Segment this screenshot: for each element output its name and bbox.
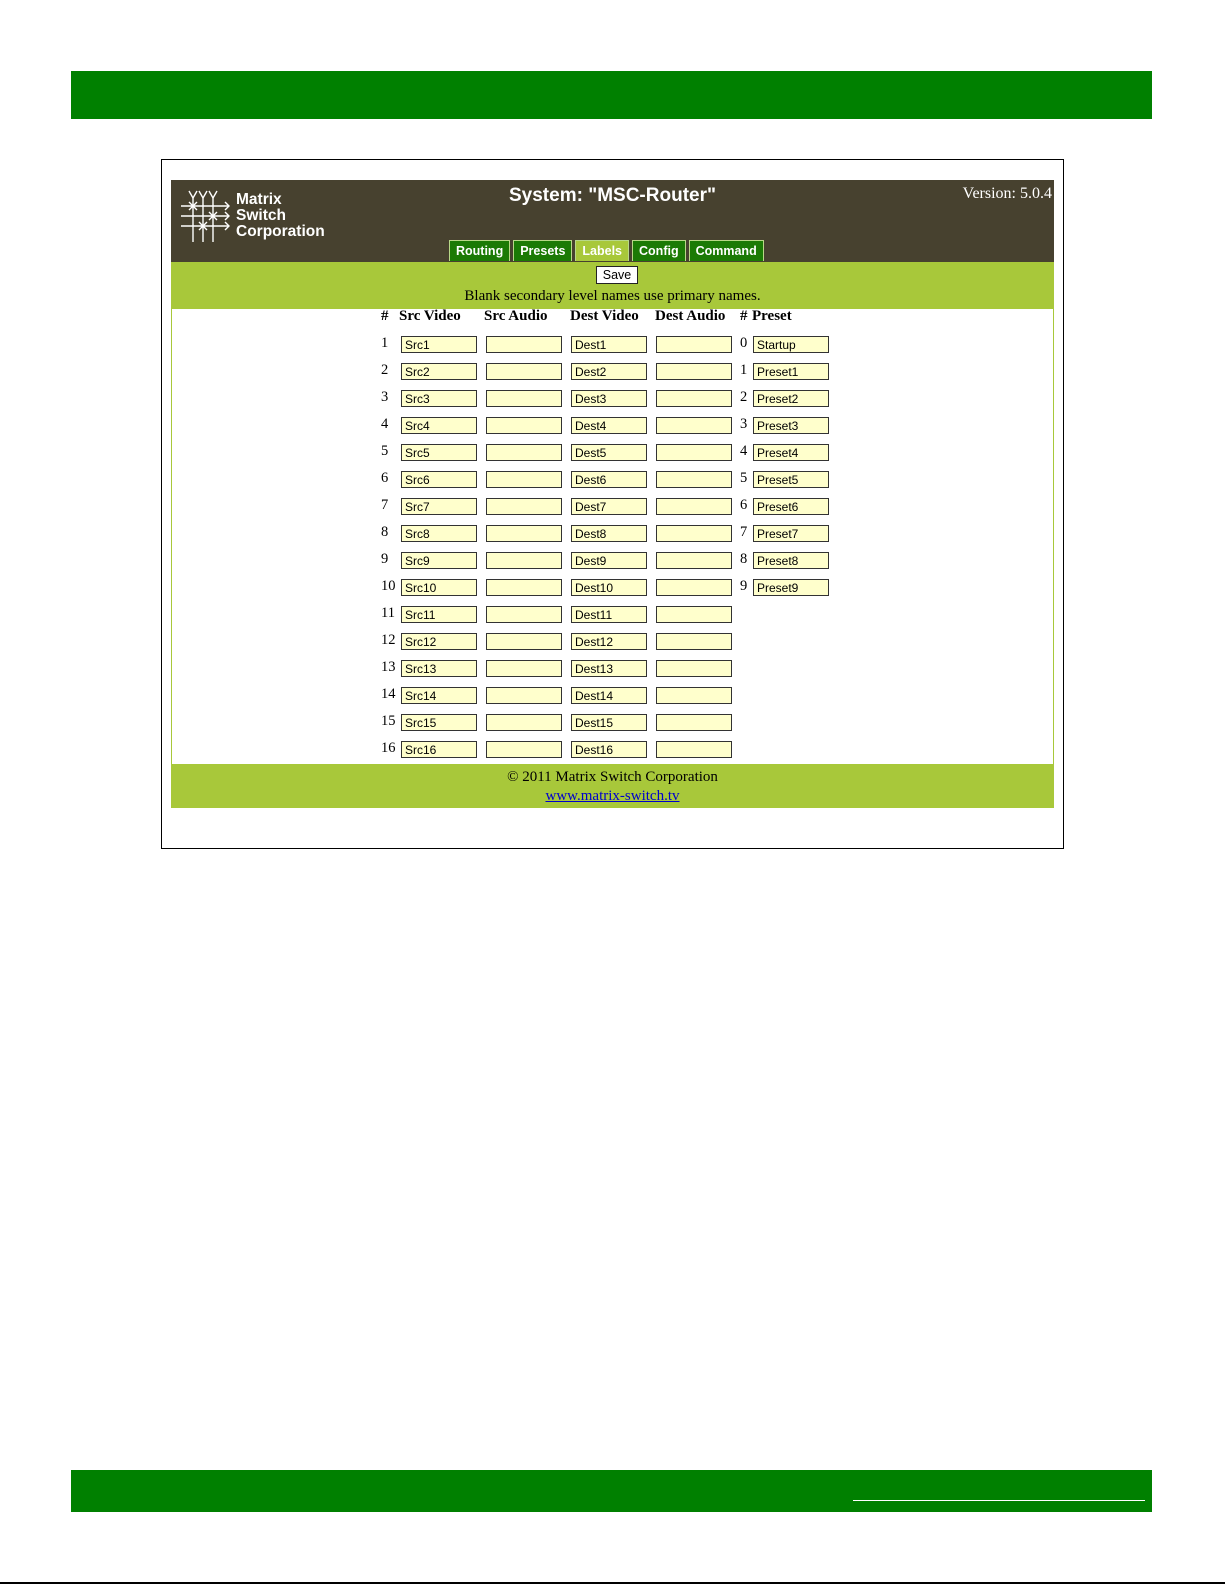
dest-video-input[interactable]	[571, 579, 647, 596]
preset-name-input[interactable]	[753, 363, 829, 380]
preset-number: 6	[740, 497, 748, 513]
header	[171, 180, 1054, 262]
dest-video-input[interactable]	[571, 363, 647, 380]
tab-bar	[449, 240, 764, 262]
save-button[interactable]: Save	[596, 266, 638, 284]
src-audio-input[interactable]	[486, 606, 562, 623]
row-number: 5	[381, 443, 389, 459]
src-video-input[interactable]	[401, 741, 477, 758]
dest-video-input[interactable]	[571, 417, 647, 434]
footer-band	[171, 764, 1054, 808]
tab-command[interactable]: Command	[689, 240, 764, 261]
dest-audio-input[interactable]	[656, 741, 732, 758]
src-video-input[interactable]	[401, 336, 477, 353]
dest-audio-input[interactable]	[656, 606, 732, 623]
logo-line: Corporation	[236, 223, 325, 240]
src-audio-input[interactable]	[486, 336, 562, 353]
secondary-names-note: Blank secondary level names use primary names.	[464, 288, 761, 304]
preset-name-input[interactable]	[753, 444, 829, 461]
col-header-preset: Preset	[752, 308, 792, 324]
dest-audio-input[interactable]	[656, 660, 732, 677]
src-video-input[interactable]	[401, 579, 477, 596]
page-top-bar	[71, 71, 1152, 119]
preset-name-input[interactable]	[753, 552, 829, 569]
src-video-input[interactable]	[401, 390, 477, 407]
dest-video-input[interactable]	[571, 390, 647, 407]
dest-video-input[interactable]	[571, 606, 647, 623]
system-title: System: "MSC-Router"	[509, 185, 716, 206]
website-link-wrap	[171, 788, 1054, 805]
preset-number: 7	[740, 524, 748, 540]
col-header-src-video: Src Video	[399, 308, 461, 324]
dest-audio-input[interactable]	[656, 363, 732, 380]
version-label: Version: 5.0.4	[962, 185, 1052, 202]
screenshot-frame	[161, 159, 1064, 849]
preset-number: 3	[740, 416, 748, 432]
dest-video-input[interactable]	[571, 498, 647, 515]
preset-number: 5	[740, 470, 748, 486]
dest-video-input[interactable]	[571, 660, 647, 677]
preset-name-input[interactable]	[753, 525, 829, 542]
row-number: 14	[381, 686, 396, 702]
col-header-dest-video: Dest Video	[570, 308, 639, 324]
src-audio-input[interactable]	[486, 633, 562, 650]
src-video-input[interactable]	[401, 714, 477, 731]
dest-video-input[interactable]	[571, 714, 647, 731]
preset-number: 9	[740, 578, 748, 594]
src-audio-input[interactable]	[486, 660, 562, 677]
src-audio-input[interactable]	[486, 363, 562, 380]
dest-audio-input[interactable]	[656, 471, 732, 488]
row-number: 9	[381, 551, 389, 567]
tab-labels[interactable]: Labels	[575, 240, 629, 261]
dest-audio-input[interactable]	[656, 714, 732, 731]
src-video-input[interactable]	[401, 525, 477, 542]
col-header-num: #	[381, 308, 389, 324]
tab-config[interactable]: Config	[632, 240, 686, 261]
dest-video-input[interactable]	[571, 552, 647, 569]
preset-name-input[interactable]	[753, 336, 829, 353]
src-video-input[interactable]	[401, 444, 477, 461]
dest-video-input[interactable]	[571, 471, 647, 488]
src-video-input[interactable]	[401, 687, 477, 704]
dest-video-input[interactable]	[571, 633, 647, 650]
logo-line: Matrix	[236, 191, 282, 208]
copyright: © 2011 Matrix Switch Corporation	[507, 769, 718, 785]
preset-number: 8	[740, 551, 748, 567]
dest-video-input[interactable]	[571, 525, 647, 542]
preset-name-input[interactable]	[753, 579, 829, 596]
row-number: 2	[381, 362, 389, 378]
toolbar-band	[171, 262, 1054, 309]
tab-routing[interactable]: Routing	[449, 240, 510, 261]
row-number: 13	[381, 659, 396, 675]
row-number: 1	[381, 335, 389, 351]
tab-presets[interactable]: Presets	[513, 240, 572, 261]
col-header-dest-audio: Dest Audio	[655, 308, 726, 324]
preset-name-input[interactable]	[753, 417, 829, 434]
dest-video-input[interactable]	[571, 687, 647, 704]
dest-audio-input[interactable]	[656, 687, 732, 704]
src-audio-input[interactable]	[486, 714, 562, 731]
dest-audio-input[interactable]	[656, 525, 732, 542]
src-audio-input[interactable]	[486, 579, 562, 596]
dest-audio-input[interactable]	[656, 552, 732, 569]
dest-audio-input[interactable]	[656, 579, 732, 596]
page-bottom-bar	[71, 1470, 1152, 1512]
col-header-src-audio: Src Audio	[484, 308, 548, 324]
src-audio-input[interactable]	[486, 741, 562, 758]
src-audio-input[interactable]	[486, 498, 562, 515]
src-audio-input[interactable]	[486, 417, 562, 434]
dest-video-input[interactable]	[571, 444, 647, 461]
preset-name-input[interactable]	[753, 390, 829, 407]
row-number: 10	[381, 578, 396, 594]
src-video-input[interactable]	[401, 633, 477, 650]
src-audio-input[interactable]	[486, 552, 562, 569]
row-number: 4	[381, 416, 389, 432]
col-header-preset-num: #	[740, 308, 748, 324]
row-number: 15	[381, 713, 396, 729]
row-number: 7	[381, 497, 389, 513]
preset-number: 1	[740, 362, 748, 378]
dest-audio-input[interactable]	[656, 444, 732, 461]
src-video-input[interactable]	[401, 417, 477, 434]
row-number: 11	[381, 605, 395, 621]
src-video-input[interactable]	[401, 606, 477, 623]
src-video-input[interactable]	[401, 498, 477, 515]
src-audio-input[interactable]	[486, 444, 562, 461]
row-number: 3	[381, 389, 389, 405]
logo-line: Switch	[236, 207, 286, 224]
src-audio-input[interactable]	[486, 687, 562, 704]
row-number: 12	[381, 632, 396, 648]
src-audio-input[interactable]	[486, 390, 562, 407]
row-number: 8	[381, 524, 389, 540]
row-number: 6	[381, 470, 389, 486]
dest-audio-input[interactable]	[656, 417, 732, 434]
preset-name-input[interactable]	[753, 471, 829, 488]
src-video-input[interactable]	[401, 552, 477, 569]
src-video-input[interactable]	[401, 471, 477, 488]
row-number: 16	[381, 740, 396, 756]
dest-video-input[interactable]	[571, 741, 647, 758]
website-link[interactable]: www.matrix-switch.tv	[545, 788, 680, 804]
dest-audio-input[interactable]	[656, 633, 732, 650]
preset-number: 4	[740, 443, 748, 459]
src-video-input[interactable]	[401, 363, 477, 380]
preset-name-input[interactable]	[753, 498, 829, 515]
page-bottom-rule	[0, 1582, 1225, 1584]
preset-number: 0	[740, 335, 748, 351]
dest-video-input[interactable]	[571, 336, 647, 353]
preset-number: 2	[740, 389, 748, 405]
src-video-input[interactable]	[401, 660, 477, 677]
src-audio-input[interactable]	[486, 471, 562, 488]
dest-audio-input[interactable]	[656, 336, 732, 353]
dest-audio-input[interactable]	[656, 498, 732, 515]
src-audio-input[interactable]	[486, 525, 562, 542]
dest-audio-input[interactable]	[656, 390, 732, 407]
bottom-bar-rule	[853, 1500, 1145, 1501]
